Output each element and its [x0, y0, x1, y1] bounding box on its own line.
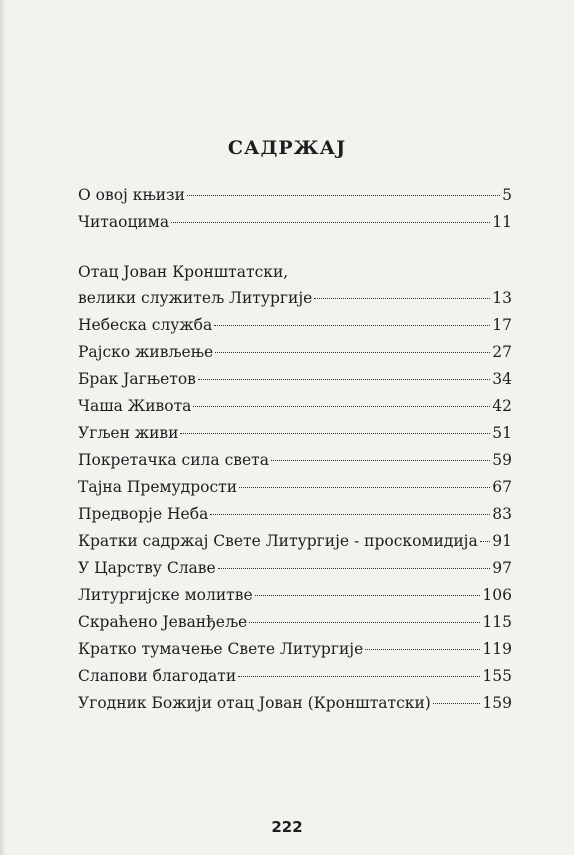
toc-entry-page: 17: [492, 316, 512, 334]
toc-entry-title: Читаоцима: [78, 213, 170, 231]
toc-leader-dots: [238, 676, 480, 677]
toc-leader-dots: [480, 541, 491, 542]
section-gap: [78, 236, 512, 260]
page-edge: [0, 0, 6, 855]
table-of-contents: [78, 182, 512, 717]
toc-entry-title: Брак Јагњетов: [78, 370, 196, 388]
toc-entry: [78, 663, 512, 690]
toc-leader-dots: [433, 703, 481, 704]
toc-entry: [78, 339, 512, 366]
toc-entry: [78, 474, 512, 501]
toc-entry: [78, 420, 512, 447]
toc-entry-title: Покретачка сила света: [78, 451, 269, 469]
toc-entry-title: Рајско живљење: [78, 343, 214, 361]
toc-entry-page: 34: [492, 370, 512, 388]
toc-leader-dots: [210, 514, 490, 515]
toc-entry-title: Небеска служба: [78, 316, 213, 334]
toc-leader-dots: [214, 325, 490, 326]
toc-leader-dots: [314, 298, 490, 299]
toc-leader-dots: [365, 649, 480, 650]
toc-entry-page: 13: [492, 289, 512, 307]
toc-entry-title: Угљен живи: [78, 424, 179, 442]
toc-leader-dots: [215, 352, 490, 353]
toc-leader-dots: [193, 406, 490, 407]
page-title: САДРЖАЈ: [227, 137, 347, 159]
toc-entry-title: Чаша Живота: [78, 397, 192, 415]
toc-entry-title-line1: Отац Јован Кронштатски,: [78, 263, 289, 281]
toc-entry-page: 59: [492, 451, 512, 469]
toc-entry-page: 11: [492, 213, 512, 231]
toc-entry-title: Предворје Неба: [78, 505, 209, 523]
toc-entry: [78, 312, 512, 339]
toc-entry-page: 42: [492, 397, 512, 415]
toc-entry: [78, 501, 512, 528]
toc-entry-title: Тајна Премудрости: [78, 478, 238, 496]
toc-entry-title: У Царству Славе: [78, 559, 216, 577]
toc-leader-dots: [171, 222, 490, 223]
toc-leader-dots: [249, 622, 480, 623]
toc-entry: [78, 555, 512, 582]
toc-leader-dots: [239, 487, 490, 488]
toc-entry: [78, 582, 512, 609]
toc-leader-dots: [218, 568, 491, 569]
toc-entry: [78, 366, 512, 393]
toc-leader-dots: [187, 195, 500, 196]
toc-entry-page: 97: [492, 559, 512, 577]
toc-leader-dots: [180, 433, 490, 434]
toc-entry: [78, 393, 512, 420]
toc-entry: [78, 690, 512, 717]
toc-leader-dots: [198, 379, 490, 380]
toc-entry-page: 51: [492, 424, 512, 442]
toc-entry: [78, 447, 512, 474]
toc-entry-title: велики служитељ Литургије: [78, 289, 313, 307]
toc-entry: [78, 209, 512, 236]
toc-entry-title: Литургијске молитве: [78, 586, 253, 604]
page-number: 222: [271, 818, 303, 836]
toc-entry-page: 106: [482, 586, 512, 604]
toc-entry-page: 5: [502, 186, 512, 204]
toc-leader-dots: [271, 460, 490, 461]
toc-entry-page: 155: [482, 667, 512, 685]
toc-entry-title: Слапови благодати: [78, 667, 237, 685]
toc-entry-page: 115: [482, 613, 512, 631]
toc-entry-title: Скраћено Јеванђеље: [78, 613, 248, 631]
toc-entry: [78, 609, 512, 636]
toc-entry-page: 83: [492, 505, 512, 523]
toc-leader-dots: [255, 595, 481, 596]
toc-entry-title: Кратко тумачење Свете Литургије: [78, 640, 364, 658]
toc-entry-page: 91: [492, 532, 512, 550]
toc-entry: [78, 528, 512, 555]
toc-entry: [78, 636, 512, 663]
toc-entry-page: 27: [492, 343, 512, 361]
toc-entry: [78, 182, 512, 209]
toc-entry-title: Угодник Божији отац Јован (Кронштатски): [78, 694, 431, 712]
toc-entry-title: Кратки садржај Свете Литургије - проскомидија: [78, 532, 478, 550]
toc-entry: [78, 285, 512, 312]
toc-entry-page: 67: [492, 478, 512, 496]
toc-entry-page: 159: [482, 694, 512, 712]
toc-entry-title: О овој књизи: [78, 186, 185, 204]
toc-entry-page: 119: [482, 640, 512, 658]
